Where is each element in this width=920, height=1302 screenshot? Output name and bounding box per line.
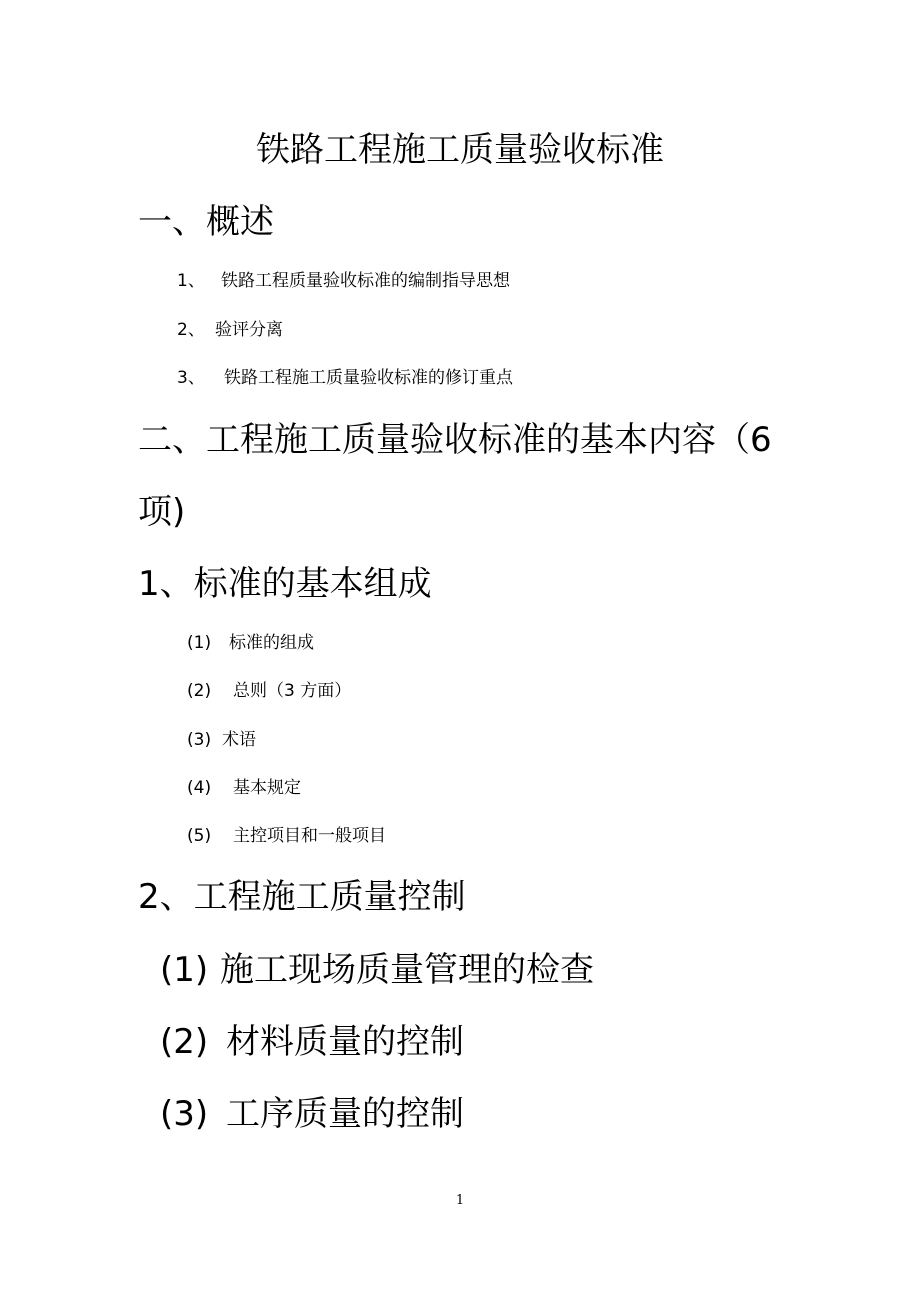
list-item-number: (5): [187, 826, 212, 846]
page-number: 1: [455, 1193, 465, 1208]
list-item: [187, 732, 256, 749]
list-item: [177, 370, 513, 387]
document-title: 铁路工程施工质量验收标准: [256, 130, 664, 170]
list-item-text: 工序质量的控制: [226, 1094, 464, 1134]
list-item: [187, 635, 314, 652]
list-item-number: 3、: [177, 368, 205, 388]
list-item-text: 术语: [222, 730, 256, 750]
list-item: [187, 828, 386, 845]
list-item: [187, 683, 351, 700]
list-item-number: (4): [187, 778, 212, 798]
list-item-number: (2): [160, 1022, 209, 1062]
list-item: [160, 1022, 464, 1062]
list-item: [160, 950, 594, 990]
list-item: [177, 322, 283, 339]
list-item-number: (2): [187, 681, 212, 701]
list-item-number: (1): [160, 950, 209, 990]
list-item-text: 铁路工程施工质量验收标准的修订重点: [224, 368, 513, 388]
list-item-text: 验评分离: [215, 320, 283, 340]
list-item-text: 材料质量的控制: [226, 1022, 464, 1062]
section-1-heading: 一、概述: [138, 202, 274, 242]
list-item-text: 铁路工程质量验收标准的编制指导思想: [221, 271, 510, 291]
list-item-number: 2、: [177, 320, 205, 340]
list-item: [177, 273, 510, 290]
list-item-number: (3): [187, 730, 212, 750]
list-item-text: 总则（3 方面）: [233, 681, 352, 701]
subsection-1-heading: 1、标准的基本组成: [138, 564, 432, 604]
subsection-2-heading: 2、工程施工质量控制: [138, 877, 466, 917]
list-item-text: 施工现场质量管理的检查: [220, 950, 594, 990]
list-item: [187, 780, 301, 797]
section-2-heading-line-1: 二、工程施工质量验收标准的基本内容（6: [138, 420, 772, 460]
list-item-text: 标准的组成: [229, 633, 314, 653]
list-item-number: 1、: [177, 271, 205, 291]
section-2-heading-line-2: 项): [138, 492, 186, 532]
list-item-number: (1): [187, 633, 212, 653]
list-item-text: 主控项目和一般项目: [233, 826, 386, 846]
list-item-number: (3): [160, 1094, 209, 1134]
list-item-text: 基本规定: [233, 778, 301, 798]
list-item: [160, 1094, 464, 1134]
